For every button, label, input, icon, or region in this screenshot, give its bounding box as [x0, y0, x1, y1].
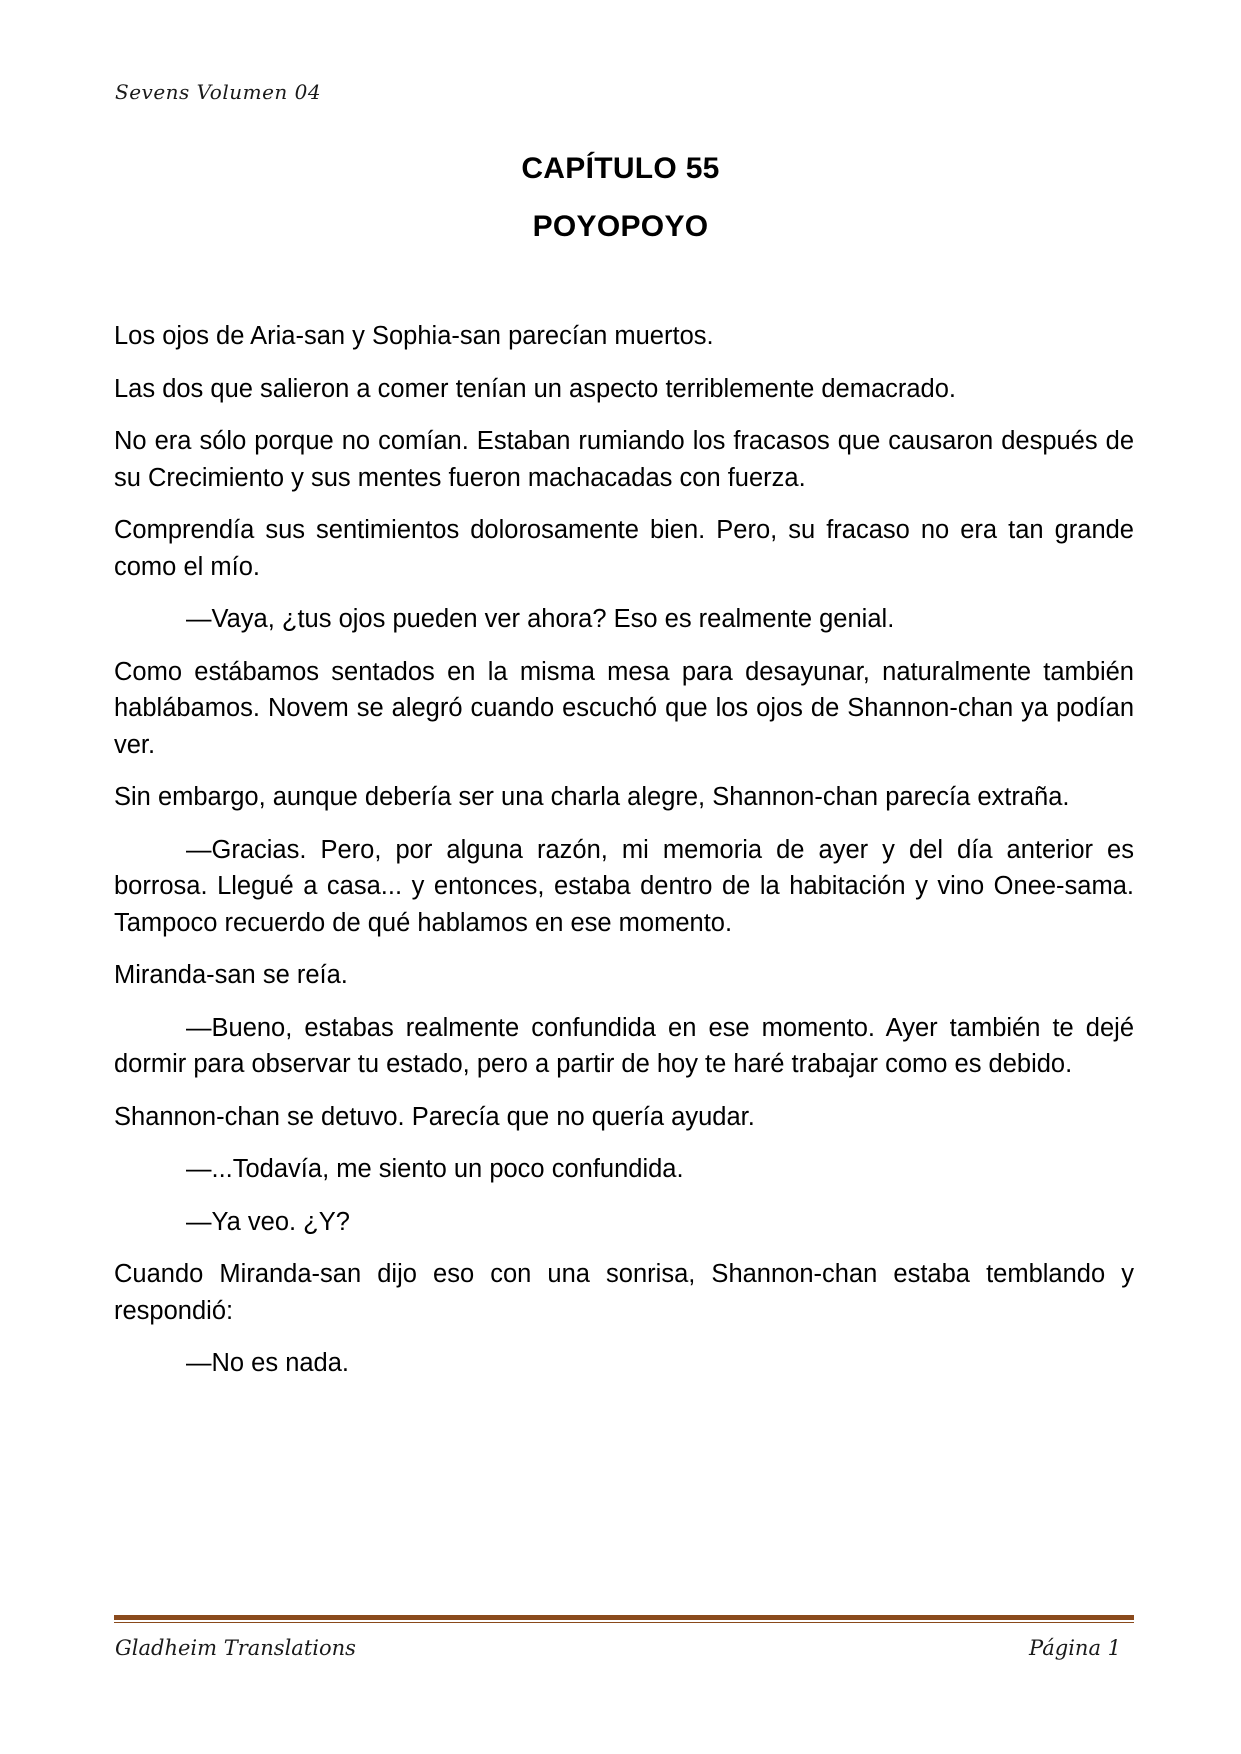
paragraph: Miranda-san se reía. [114, 961, 348, 989]
paragraph: Shannon-chan se detuvo. Parecía que no quería ayudar. [114, 1102, 755, 1131]
footer-divider-thick [114, 1615, 1134, 1620]
dialogue-paragraph: —Gracias. Pero, por alguna razón, mi memoria de ayer y del día anterior es borrosa. Llegué a casa... y entonces, estaba dentro de la habitación y vino Onee-sama. Tampoco recuerdo de qué hablamos en ese momento. [114, 835, 1134, 937]
paragraph: Las dos que salieron a comer tenían un aspecto terriblemente demacrado. [114, 374, 956, 403]
paragraph: Los ojos de Aria-san y Sophia-san parecían muertos. [114, 322, 714, 350]
paragraph: Comprendía sus sentimientos dolorosamente bien. Pero, su fracaso no era tan grande como el mío. [114, 516, 1134, 581]
page-number: Página 1 [1029, 1636, 1121, 1660]
running-header: Sevens Volumen 04 [115, 80, 322, 104]
paragraph: Cuando Miranda-san dijo eso con una sonrisa, Shannon-chan estaba temblando y respondió: [114, 1260, 1134, 1325]
footer-publisher: Gladheim Translations [115, 1636, 356, 1660]
paragraph: Sin embargo, aunque debería ser una charla alegre, Shannon-chan parecía extraña. [114, 783, 1070, 811]
chapter-title: POYOPOYO [532, 210, 709, 243]
dialogue-paragraph: —No es nada. [186, 1349, 350, 1377]
dialogue-paragraph: —...Todavía, me siento un poco confundida. [186, 1155, 684, 1183]
chapter-number: CAPÍTULO 55 [521, 152, 720, 185]
footer-divider-thin [114, 1622, 1134, 1623]
footer-divider [114, 1615, 1134, 1623]
dialogue-paragraph: —Ya veo. ¿Y? [186, 1207, 350, 1236]
dialogue-paragraph: —Vaya, ¿tus ojos pueden ver ahora? Eso es realmente genial. [186, 605, 895, 633]
dialogue-paragraph: —Bueno, estabas realmente confundida en ese momento. Ayer también te dejé dormir para observar tu estado, pero a partir de hoy te haré trabajar como es debido. [114, 1013, 1134, 1078]
chapter-body [114, 318, 1134, 1398]
paragraph: Como estábamos sentados en la misma mesa para desayunar, naturalmente también hablábamos. Novem se alegró cuando escuchó que los ojos de Shannon-chan ya podían ver. [114, 657, 1134, 759]
paragraph: No era sólo porque no comían. Estaban rumiando los fracasos que causaron después de su Crecimiento y sus mentes fueron machacadas con fuerza. [114, 427, 1134, 492]
